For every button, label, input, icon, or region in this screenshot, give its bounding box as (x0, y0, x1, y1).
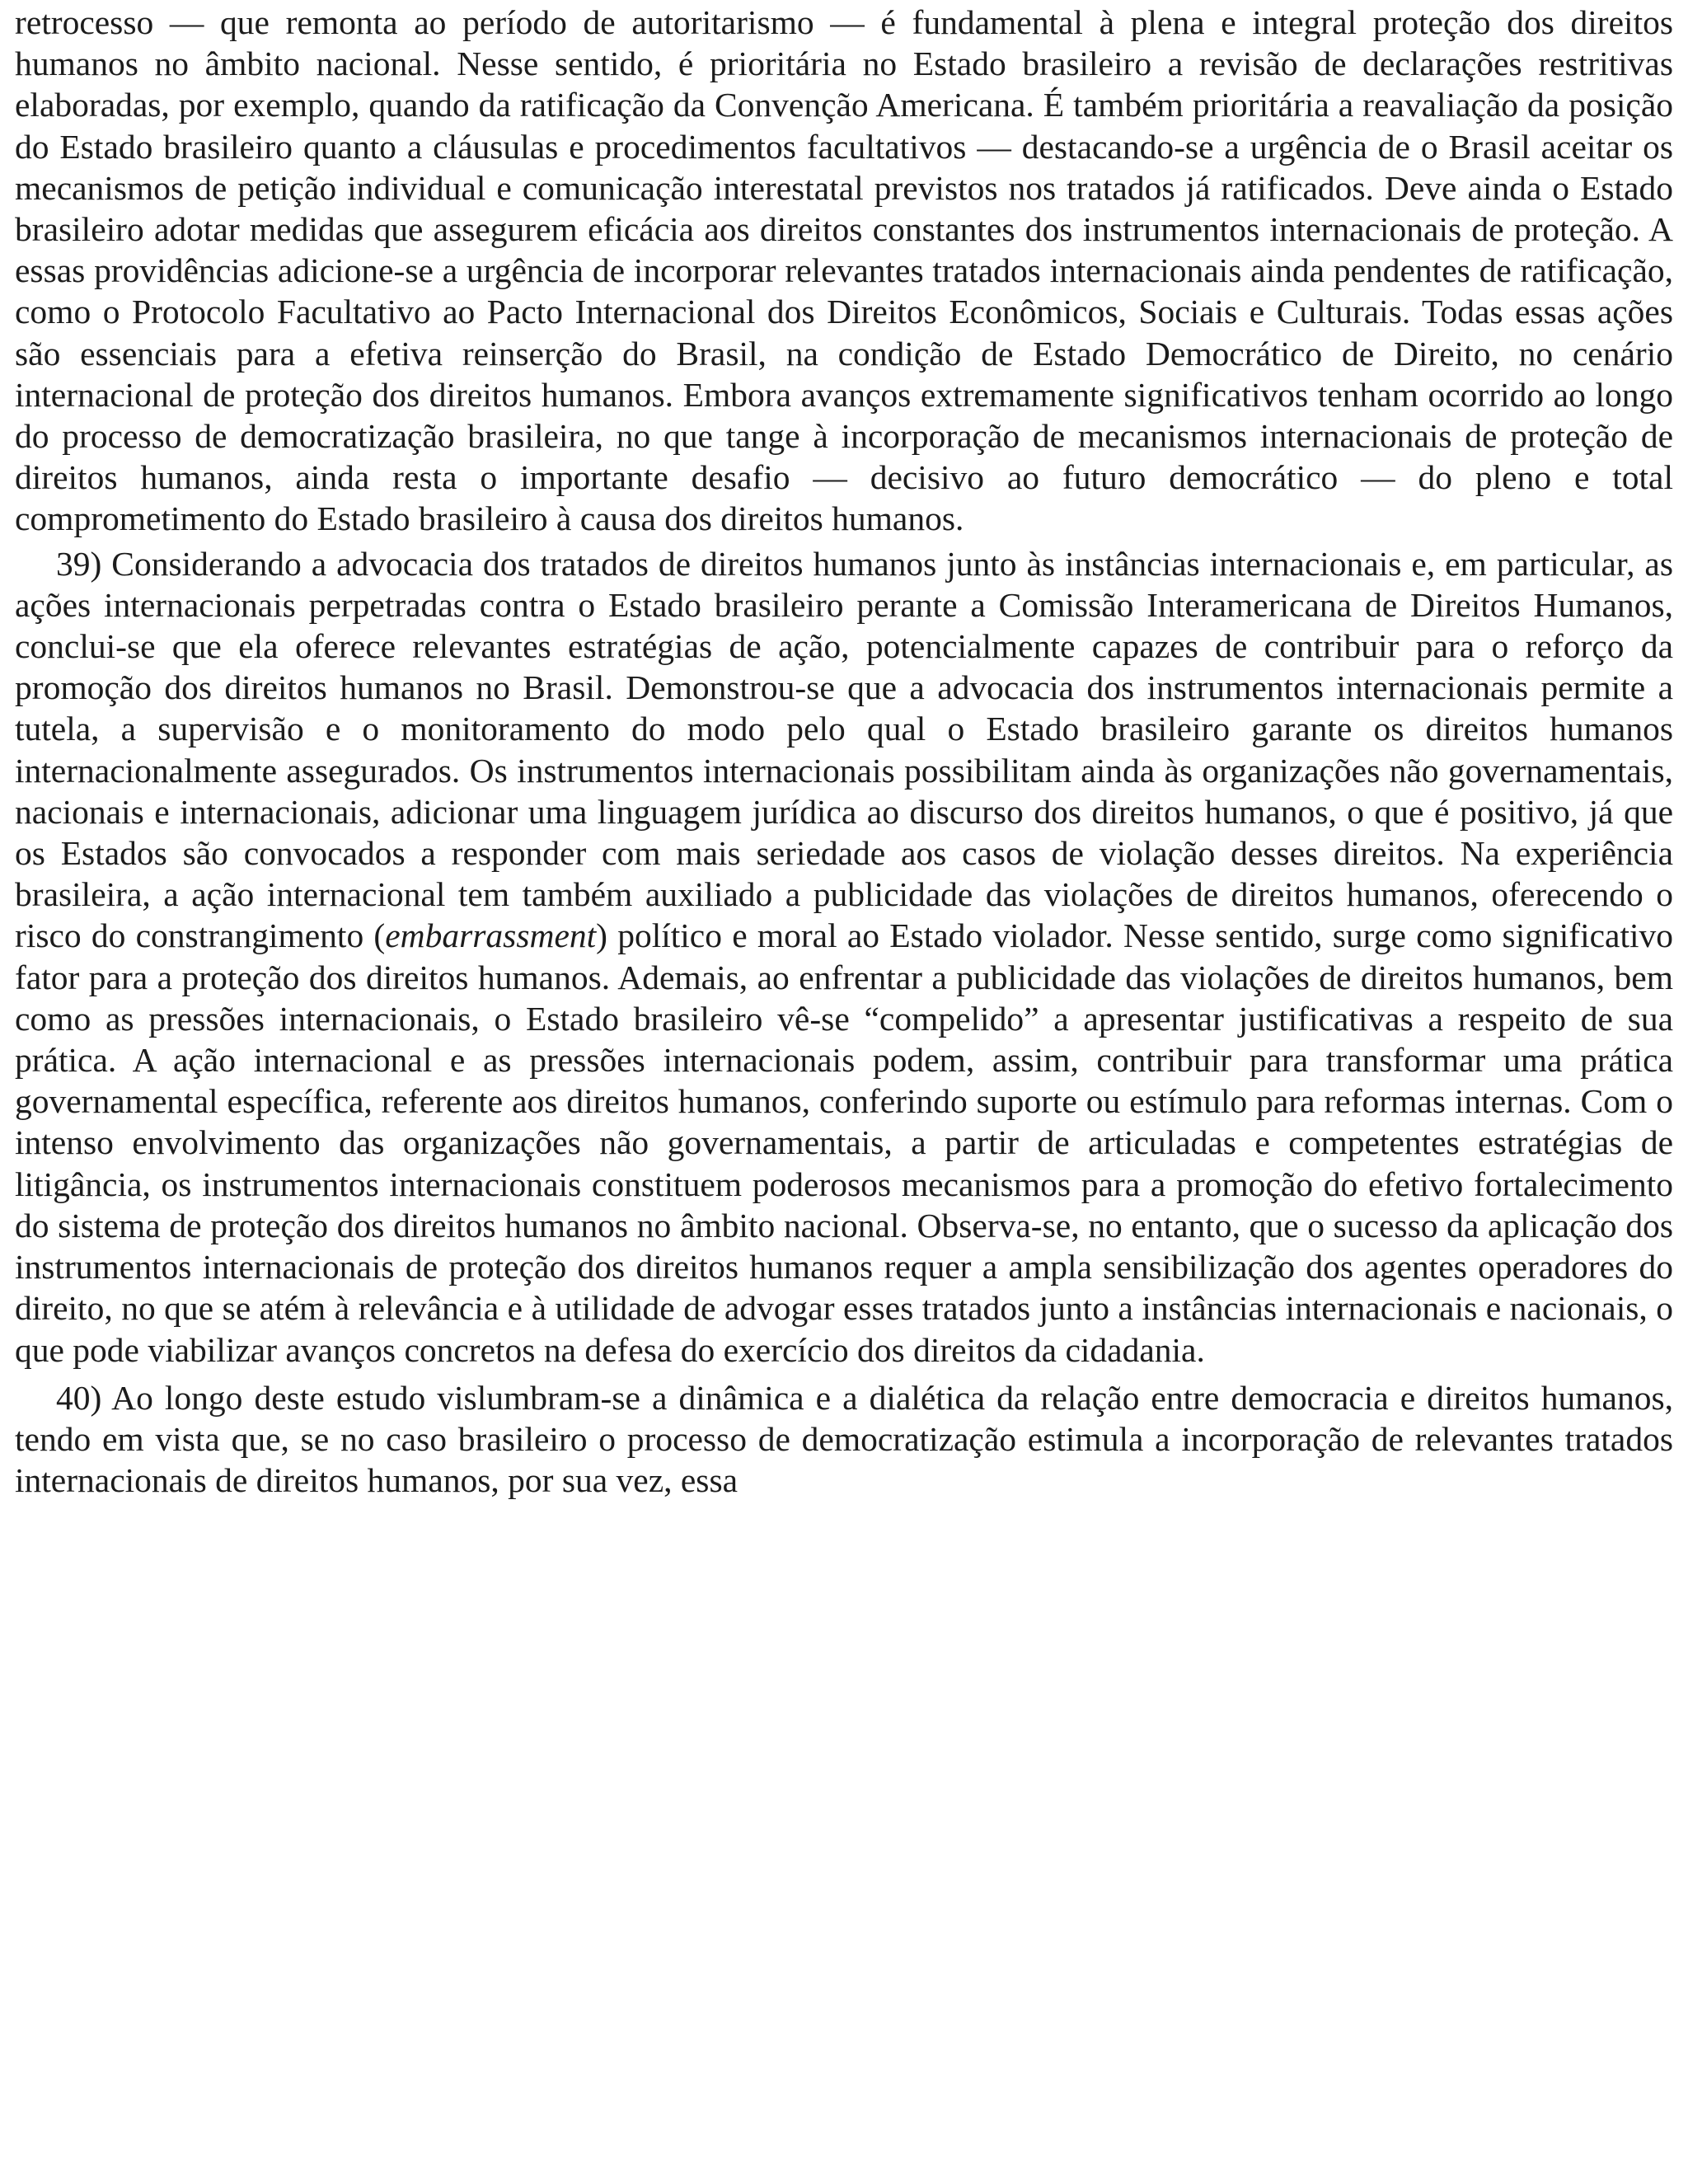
paragraph-40: 40) Ao longo deste estudo vislumbram-se a dinâmica e a dialética da relação entre democracia e direitos humanos, tendo em vista que, se no caso brasileiro o processo de democratização estimula a incorporação de relevantes tratados internacionais de direitos humanos, por sua vez, essa (15, 1378, 1673, 1500)
body-text (15, 2, 1673, 1501)
paragraph-39-text-start: 39) Considerando a advocacia dos tratados de direitos humanos junto às instâncias internacionais e, em particular, as ações internacionais perpetradas contra o Estado brasileiro perante a Comissão Interamericana de Direitos Humanos, conclui-se que ela oferece relevantes estratégias de ação, potencialmente capazes de contribuir para o reforço da promoção dos direitos humanos no Brasil. Demonstrou-se que a advocacia dos instrumentos internacionais permite a tutela, a supervisão e o monitoramento do modo pelo qual o Estado brasileiro garante os direitos humanos internacionalmente assegurados. Os instrumentos internacionais possibilitam ainda às organizações não governamentais, nacionais e internacionais, adicionar uma linguagem jurídica ao discurso dos direitos humanos, o que é positivo, já que os Estados são convocados a responder com mais seriedade aos casos de violação desses direitos. Na experiência brasileira, a ação internacional tem também auxiliado a publicidade das violações de direitos humanos, oferecendo o risco do constrangimento ( (15, 544, 1673, 955)
paragraph-continuation: retrocesso — que remonta ao período de autoritarismo — é fundamental à plena e integral proteção dos direitos humanos no âmbito nacional. Nesse sentido, é prioritária no Estado brasileiro a revisão de declarações restritivas elaboradas, por exemplo, quando da ratificação da Convenção Americana. É também prioritária a reavaliação da posição do Estado brasileiro quanto a cláusulas e procedimentos facultativos — destacando-se a urgência de o Brasil aceitar os mecanismos de petição individual e comunicação interestatal previstos nos tratados já ratificados. Deve ainda o Estado brasileiro adotar medidas que assegurem eficácia aos direitos constantes dos instrumentos internacionais de proteção. A essas providências adicione-se a urgência de incorporar relevantes tratados internacionais ainda pendentes de ratificação, como o Protocolo Facultativo ao Pacto Internacional dos Direitos Econômicos, Sociais e Culturais. Todas essas ações são essenciais para a efetiva reinserção do Brasil, na condição de Estado Democrático de Direito, no cenário internacional de proteção dos direitos humanos. Embora avanços extremamente significativos tenham ocorrido ao longo do processo de democratização brasileira, no que tange à incorporação de mecanismos internacionais de proteção de direitos humanos, ainda resta o importante desafio — decisivo ao futuro democrático — do pleno e total comprometimento do Estado brasileiro à causa dos direitos humanos. (15, 3, 1673, 538)
paragraph-39 (15, 543, 1673, 1371)
italic-term: embarrassment (385, 916, 597, 955)
paragraph-39-text-end: ) político e moral ao Estado violador. Nesse sentido, surge como significativo fator para a proteção dos direitos humanos. Ademais, ao enfrentar a publicidade das violações de direitos humanos, bem como as pressões internacionais, o Estado brasileiro vê-se “compelido” a apresentar justificativas a respeito de sua prática. A ação internacional e as pressões internacionais podem, assim, contribuir para transformar uma prática governamental específica, referente aos direitos humanos, conferindo suporte ou estímulo para reformas internas. Com o intenso envolvimento das organizações não governamentais, a partir de articuladas e competentes estratégias de litigância, os instrumentos internacionais constituem poderosos mecanismos para a promoção do efetivo fortalecimento do sistema de proteção dos direitos humanos no âmbito nacional. Observa-se, no entanto, que o sucesso da aplicação dos instrumentos internacionais de proteção dos direitos humanos requer a ampla sensibilização dos agentes operadores do direito, no que se atém à relevância e à utilidade de advogar esses tratados junto a instâncias internacionais e nacionais, o que pode viabilizar avanços concretos na defesa do exercício dos direitos da cidadania. (15, 916, 1673, 1369)
